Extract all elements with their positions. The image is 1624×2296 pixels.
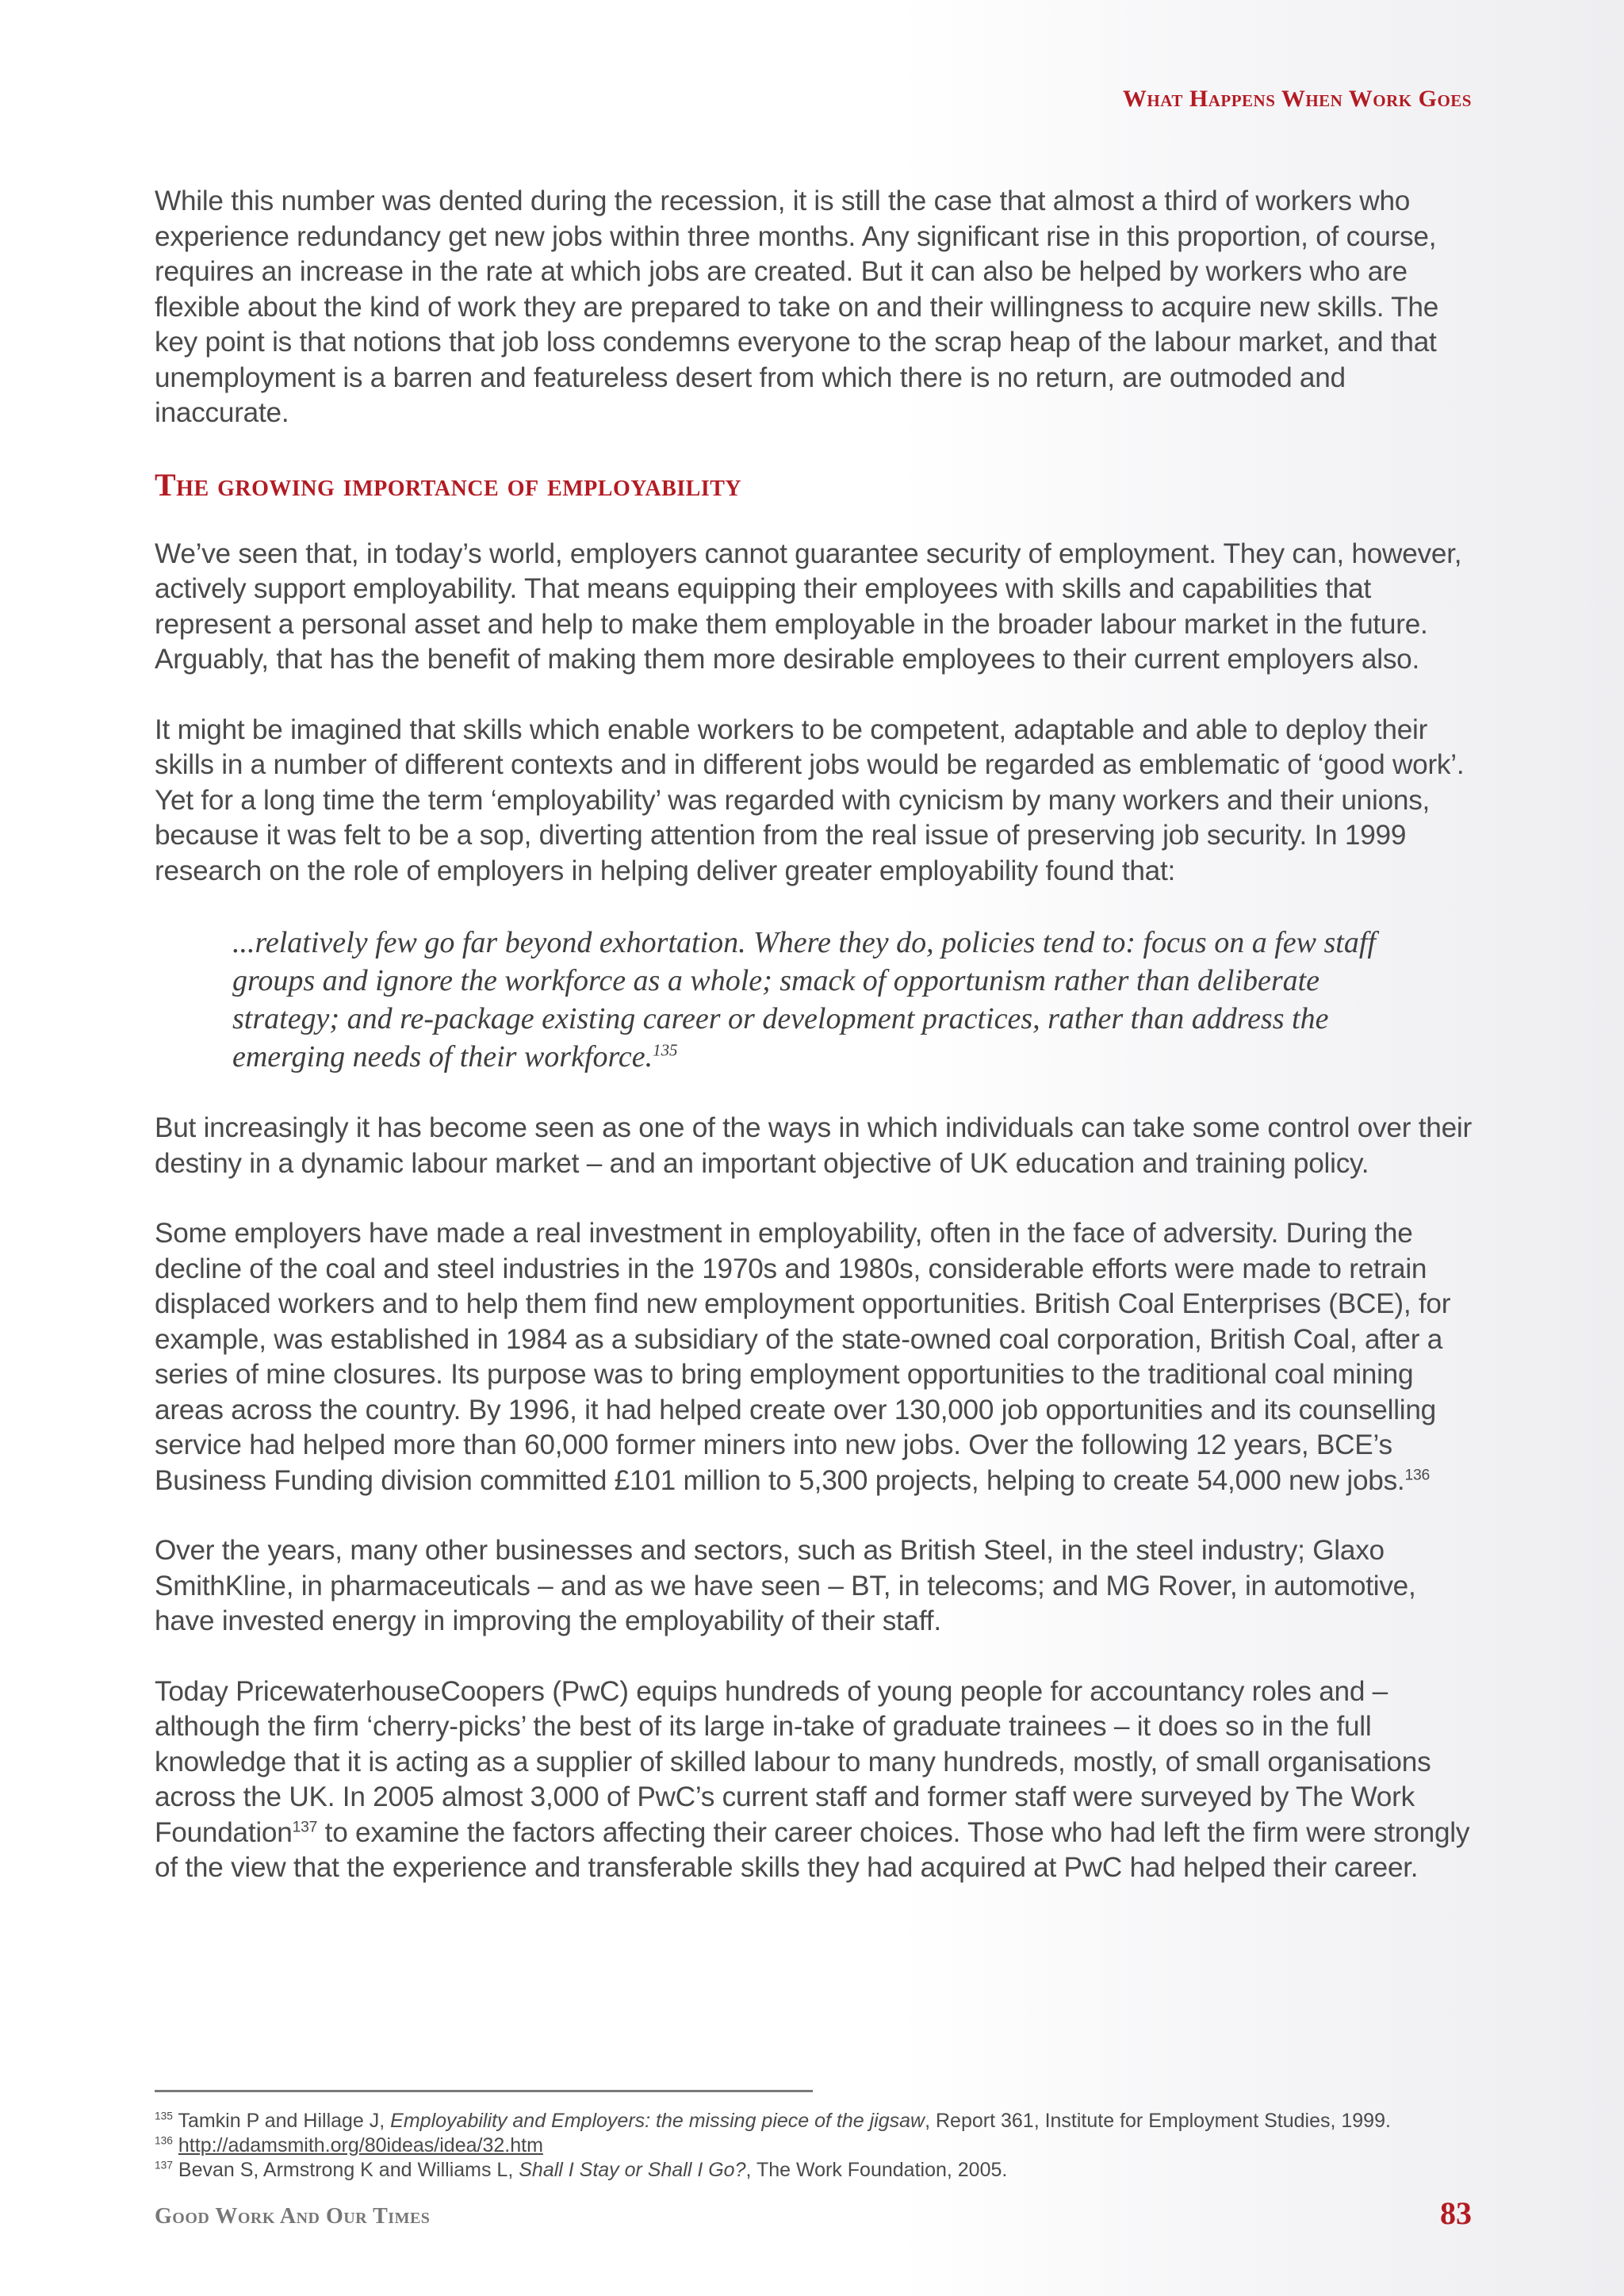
block-quote [232, 924, 1430, 1076]
body-paragraph-3: It might be imagined that skills which enable workers to be competent, adaptable and able to deploy their skills in a number of different contexts and in different jobs would be regarded as emblematic of ‘good work’. Yet for a long time the term ‘employability’ was regarded with cynicism by many workers and their unions, because it was felt to be a sop, diverting attention from the real issue of preserving job security. In 1999 research on the role of employers in helping deliver greater employability found that: [155, 714, 1465, 886]
footnote-number: 137 [155, 2159, 173, 2172]
footnote-divider [155, 2090, 813, 2092]
body-paragraph-4: But increasingly it has become seen as one of the ways in which individuals can take some control over their destiny in a dynamic labour market – and an important objective of UK education and training policy. [155, 1112, 1472, 1179]
body-paragraph-6: Over the years, many other businesses and sectors, such as British Steel, in the steel industry; Glaxo SmithKline, in pharmaceuticals – and as we have seen – BT, in telecoms; and MG Rover, in automotive, have invested energy in improving the employability of their staff. [155, 1535, 1416, 1636]
body-paragraph-1: While this number was dented during the recession, it is still the case that almost a third of workers who experience redundancy get new jobs within three months. Any significant rise in this proportion, of course, requires an increase in the rate at which jobs are created. But it can also be helped by workers who are flexible about the kind of work they are prepared to take on and their willingness to acquire new skills. The key point is that notions that job loss condemns everyone to the scrap heap of the labour market, and that unemployment is a barren and featureless desert from which there is no return, are outmoded and inaccurate. [155, 186, 1439, 428]
body-paragraph-5 [155, 1216, 1475, 1498]
body-paragraph-2: We’ve seen that, in today’s world, employers cannot guarantee security of employment. They can, however, actively support employability. That means equipping their employees with skills and capabilities that represent a personal asset and help to make them employable in the broader labour market in the future. Arguably, that has the benefit of making them more desirable employees to their current employers also. [155, 538, 1462, 675]
main-content [155, 184, 1475, 1921]
footnote-text: , Report 361, Institute for Employment Studies, 1999. [925, 2110, 1391, 2132]
footnote-link[interactable]: http://adamsmith.org/80ideas/idea/32.htm [178, 2134, 543, 2156]
footnote-text: Bevan S, Armstrong K and Williams L, [172, 2159, 519, 2181]
footnote-title: Shall I Stay or Shall I Go? [519, 2159, 746, 2181]
section-heading: The growing importance of employability [155, 466, 742, 503]
footnote-title: Employability and Employers: the missing piece of the jigsaw [390, 2110, 925, 2132]
paragraph-7-text-b: to examine the factors affecting their career choices. Those who had left the firm were strongly of the view that the experience and transferable skills they had acquired at PwC had helped their career. [155, 1816, 1470, 1883]
footnote-136 [155, 2133, 1487, 2158]
footnote-text: , The Work Foundation, 2005. [745, 2159, 1008, 2181]
footnote-text: Tamkin P and Hillage J, [172, 2110, 391, 2132]
body-paragraph-7 [155, 1674, 1475, 1886]
footnote-135 [155, 2109, 1487, 2133]
paragraph-7-text-a: Today PricewaterhouseCoopers (PwC) equips hundreds of young people for accountancy roles and – although the firm ‘cherry-picks’ the best of its large in-take of graduate trainees – it does so in the full knowledge that it is acting as a supplier of skilled labour to many hundreds, mostly, of small organisations across the UK. In 2005 almost 3,000 of PwC’s current staff and former staff were surveyed by The Work Foundation [155, 1675, 1431, 1848]
quote-text: ...relatively few go far beyond exhortation. Where they do, policies tend to: focus on a few staff groups and ignore the workforce as a whole; smack of opportunism rather than deliberate strategy; and re-package existing career or development practices, rather than address the emerging needs of their workforce. [232, 926, 1376, 1073]
footnote-137 [155, 2158, 1487, 2183]
footnote-ref-136: 136 [1404, 1465, 1431, 1483]
running-header: What Happens When Work Goes [1122, 86, 1472, 112]
footnote-number: 136 [155, 2134, 173, 2147]
running-footer: Good Work And Our Times [155, 2204, 431, 2229]
footnotes [155, 2109, 1487, 2183]
paragraph-5-text: Some employers have made a real investment in employability, often in the face of adversity. During the decline of the coal and steel industries in the 1970s and 1980s, considerable efforts were made to retrain displaced workers and to help them find new employment opportunities. British Coal Enterprises (BCE), for example, was established in 1984 as a subsidiary of the state-owned coal corporation, British Coal, after a series of mine closures. Its purpose was to bring employment opportunities to the traditional coal mining areas across the country. By 1996, it had helped create over 130,000 job opportunities and its counselling service had helped more than 60,000 former miners into new jobs. Over the following 12 years, BCE’s Business Funding division committed £101 million to 5,300 projects, helping to create 54,000 new jobs. [155, 1218, 1451, 1496]
footnote-ref-137: 137 [292, 1817, 318, 1835]
footnote-ref-135: 135 [653, 1040, 678, 1060]
footnote-number: 135 [155, 2110, 173, 2122]
page-number: 83 [1440, 2195, 1472, 2231]
